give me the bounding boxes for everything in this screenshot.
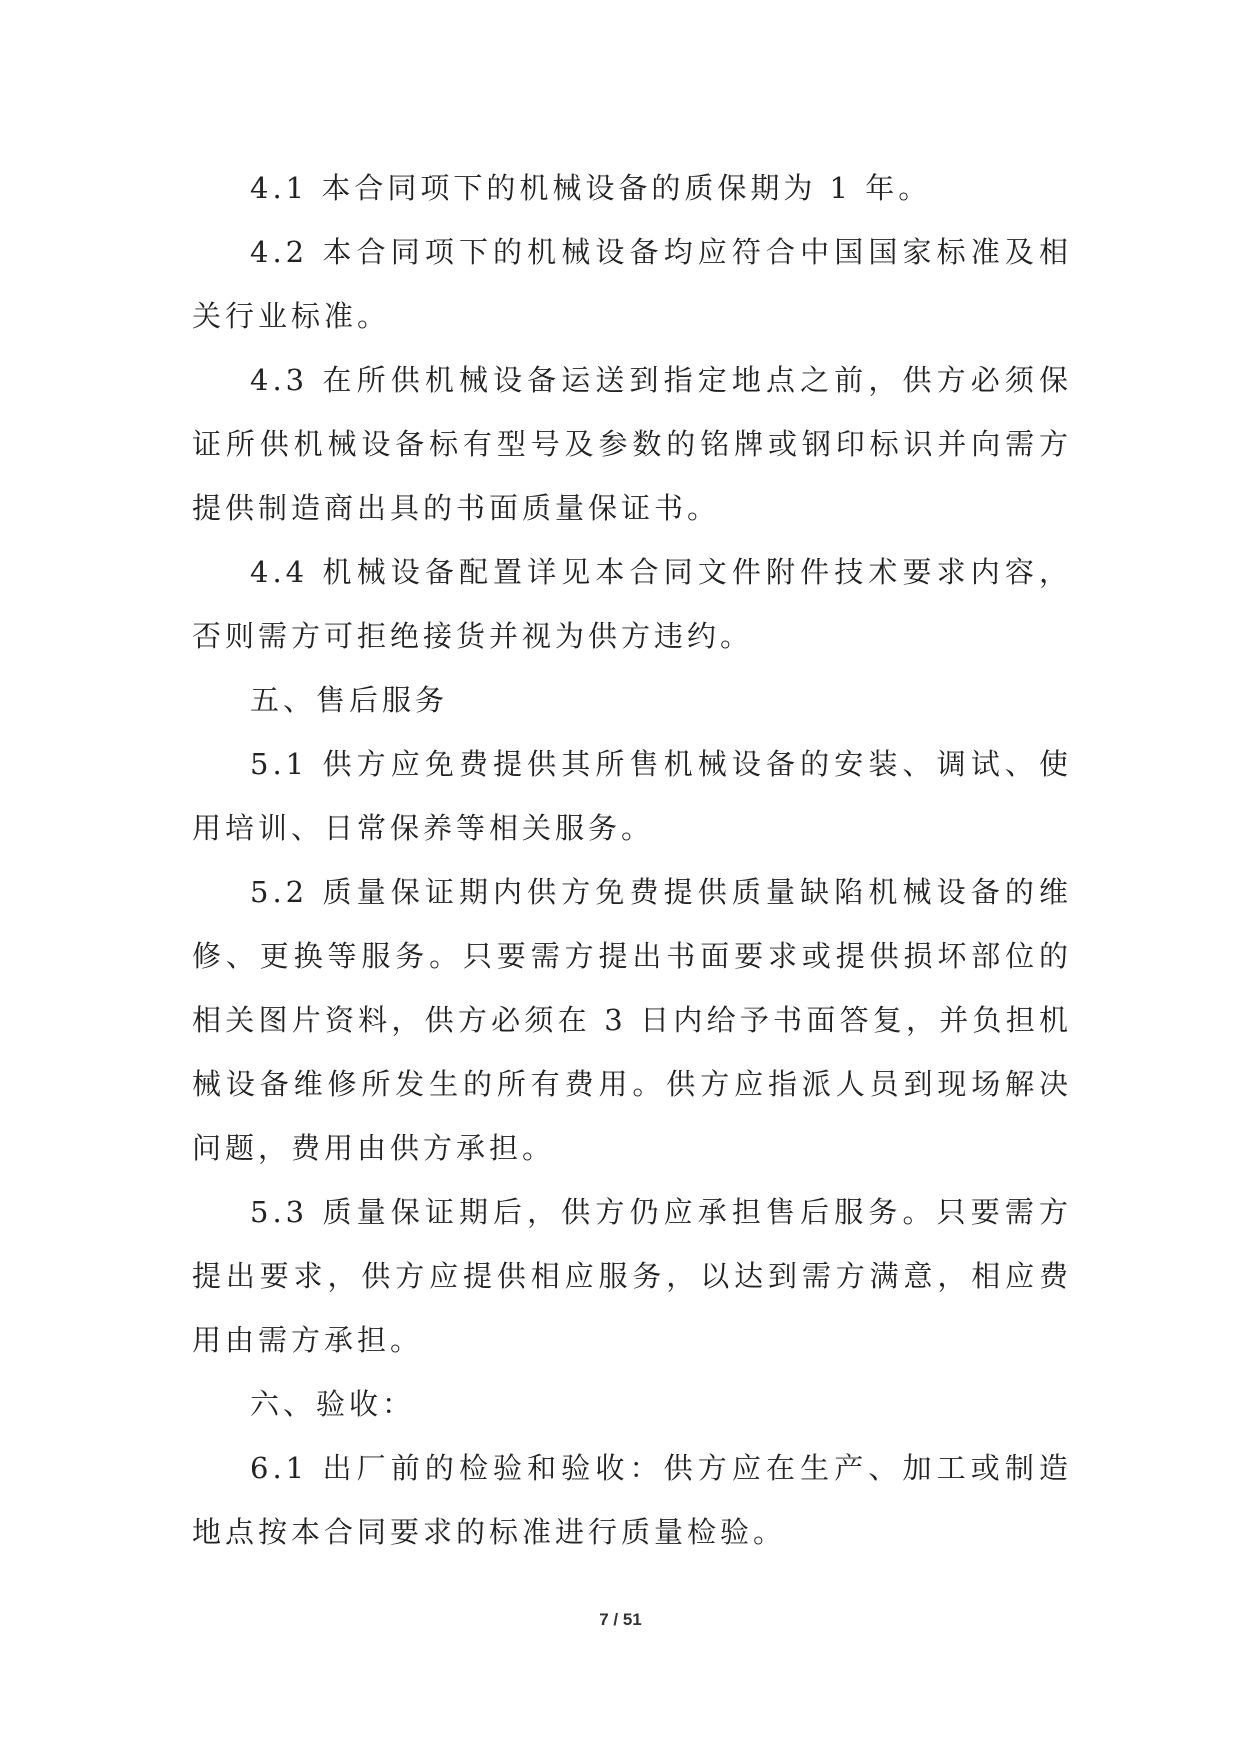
paragraph-4-1: 4.1 本合同项下的机械设备的质保期为 1 年。	[250, 171, 932, 205]
paragraph-6-1: 6.1 出厂前的检验和验收：供方应在生产、加工或制造地点按本合同要求的标准进行质量检验。	[192, 1451, 1072, 1549]
paragraph-4-4: 4.4 机械设备配置详见本合同文件附件技术要求内容，否则需方可拒绝接货并视为供方违约。	[192, 555, 1072, 653]
paragraph-4-2: 4.2 本合同项下的机械设备均应符合中国国家标准及相关行业标准。	[192, 235, 1072, 333]
document-body	[192, 156, 1072, 1564]
paragraph-5-3: 5.3 质量保证期后，供方仍应承担售后服务。只要需方提出要求，供方应提供相应服务，以达到需方满意，相应费用由需方承担。	[192, 1195, 1072, 1357]
paragraph-4-3: 4.3 在所供机械设备运送到指定地点之前，供方必须保证所供机械设备标有型号及参数的铭牌或钢印标识并向需方提供制造商出具的书面质量保证书。	[192, 363, 1072, 525]
paragraph-5-1: 5.1 供方应免费提供其所售机械设备的安装、调试、使用培训、日常保养等相关服务。	[192, 747, 1072, 845]
section-heading-acceptance: 六、验收：	[250, 1387, 416, 1421]
paragraph-5-2: 5.2 质量保证期内供方免费提供质量缺陷机械设备的维修、更换等服务。只要需方提出书面要求或提供损坏部位的相关图片资料，供方必须在 3 日内给予书面答复，并负担机械设备维修所发生的所有费用。供方应指派人员到现场解决问题，费用由供方承担。	[192, 875, 1072, 1165]
section-heading-after-sales: 五、售后服务	[250, 683, 449, 717]
page-number: 7 / 51	[599, 1610, 642, 1629]
